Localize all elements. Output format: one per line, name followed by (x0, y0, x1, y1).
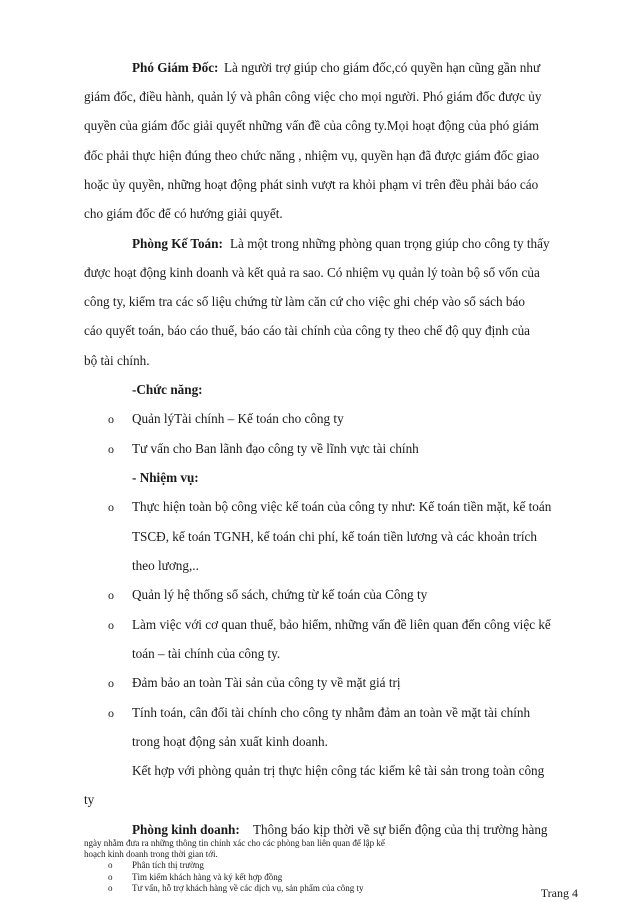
phong-ke-toan-heading: Phòng Kế Toán: (132, 236, 223, 251)
bullet-icon: o (108, 871, 113, 882)
phong-kinh-doanh-heading: Phòng kinh doanh: (132, 822, 240, 837)
text-line: Là một trong những phòng quan trọng giúp cho công ty thấy (230, 236, 550, 251)
text-line: giám đốc, điều hành, quản lý và phân công việc cho mọi người. Phó giám đốc được ủy (84, 89, 542, 104)
bullet-icon: o (108, 676, 114, 690)
list-item-text: Quản lýTài chính – Kế toán cho công ty (132, 411, 344, 426)
text-line: hoạch kinh doanh trong thời gian tới. (84, 849, 218, 860)
list-item-text: Làm việc với cơ quan thuế, bảo hiểm, những vấn đề liên quan đến công việc kế (132, 617, 551, 632)
bullet-icon: o (108, 500, 114, 514)
bullet-icon: o (108, 412, 114, 426)
list-item-text: Tìm kiếm khách hàng và ký kết hợp đồng (132, 871, 283, 882)
list-item-text: Quản lý hệ thống sổ sách, chứng từ kế toán của Công ty (132, 587, 428, 602)
list-item-text: Phân tích thị trường (132, 860, 204, 871)
text-line: bộ tài chính. (84, 353, 150, 368)
text-line: đốc phải thực hiện đúng theo chức năng , nhiệm vụ, quyền hạn đã được giám đốc giao (84, 148, 540, 163)
page-number: Trang 4 (540, 886, 578, 900)
chuc-nang-heading: -Chức năng: (132, 382, 203, 397)
bullet-icon: o (108, 860, 113, 871)
text-line: Kết hợp với phòng quản trị thực hiện công tác kiểm kê tài sản trong toàn công (132, 763, 545, 778)
text-line: cáo quyết toán, báo cáo thuế, báo cáo tài chính của công ty theo chế độ quy định của (84, 323, 531, 338)
text-line: quyền của giám đốc giải quyết những vấn đề của công ty.Mọi hoạt động của phó giám (84, 118, 539, 133)
list-item-text: Tư vấn, hỗ trợ khách hàng về các dịch vụ, sản phẩm của công ty (132, 882, 364, 893)
list-item-text: toán – tài chính của công ty. (132, 646, 281, 661)
text-line: Thông báo kịp thời về sự biến động của thị trường hàng (253, 822, 548, 837)
bullet-icon: o (108, 442, 114, 456)
text-line: công ty, kiểm tra các số liệu chứng từ làm căn cứ cho việc ghi chép vào sổ sách báo (84, 294, 525, 309)
text-line: được hoạt động kinh doanh và kết quả ra sao. Có nhiệm vụ quản lý toàn bộ số vốn của (84, 265, 540, 280)
bullet-icon: o (108, 882, 113, 893)
list-item-text: Tư vấn cho Ban lãnh đạo công ty về lĩnh vực tài chính (132, 441, 419, 456)
list-item-text: theo lương,.. (132, 558, 199, 573)
nhiem-vu-heading: - Nhiệm vụ: (132, 470, 199, 485)
list-item-text: Tính toán, cân đối tài chính cho công ty nhằm đảm an toàn về mặt tài chính (132, 705, 531, 720)
bullet-icon: o (108, 618, 114, 632)
list-item-text: TSCĐ, kế toán TGNH, kế toán chi phí, kế toán tiền lương và các khoản trích (132, 529, 538, 544)
text-line: cho giám đốc để có hướng giải quyết. (84, 206, 283, 221)
bullet-icon: o (108, 706, 114, 720)
list-item-text: Thực hiện toàn bộ công việc kế toán của công ty như: Kế toán tiền mặt, kế toán (132, 499, 552, 514)
pho-giam-doc-heading: Phó Giám Đốc: (132, 60, 219, 75)
text-line: ty (84, 792, 95, 807)
list-item-text: Đảm bảo an toàn Tài sản của công ty về mặt giá trị (132, 675, 401, 690)
list-item-text: trong hoạt động sản xuất kinh doanh. (132, 734, 328, 749)
text-line: hoặc ủy quyền, những hoạt động phát sinh vượt ra khỏi phạm vi trên đều phải báo cáo (84, 177, 539, 192)
text-line: ngày nhằm đưa ra những thông tin chính xác cho các phòng ban liên quan để lập kế (84, 838, 385, 848)
bullet-icon: o (108, 588, 114, 602)
text-line: Là người trợ giúp cho giám đốc,có quyền hạn cũng gần như (224, 60, 541, 75)
